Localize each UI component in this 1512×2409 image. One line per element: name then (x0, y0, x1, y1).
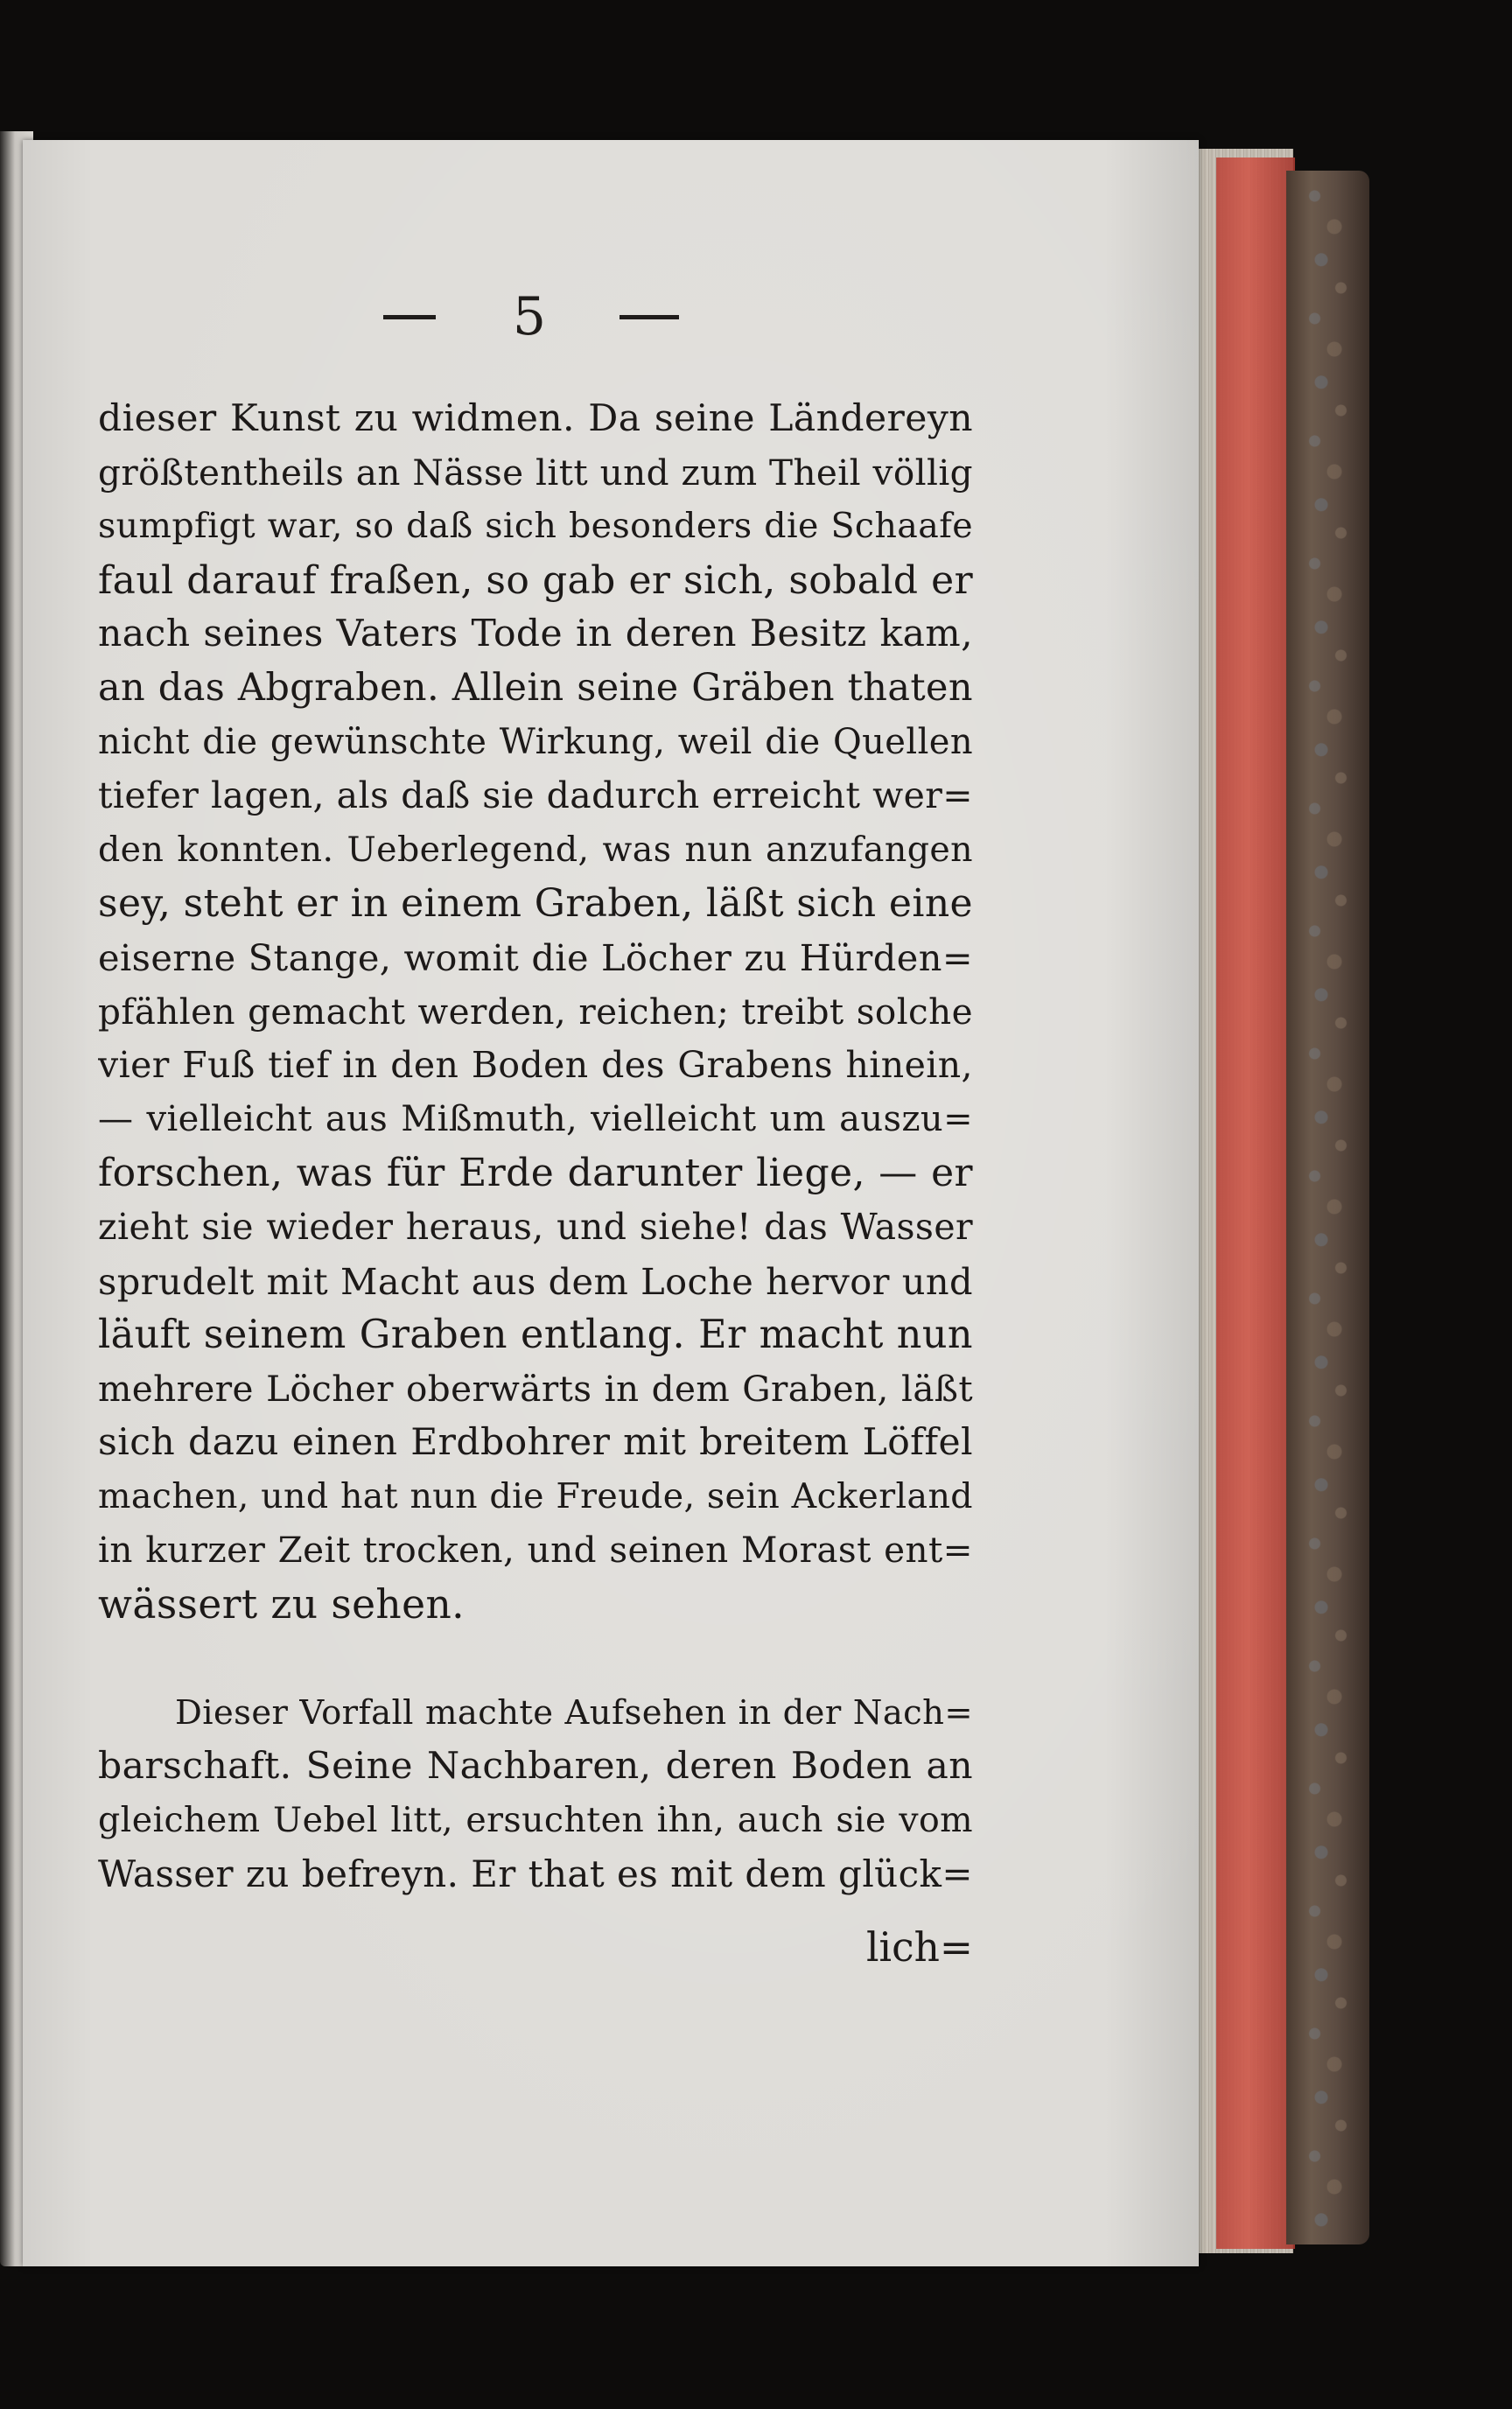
text-line: vier Fuß tief in den Boden des Grabens hinein, (98, 1044, 973, 1087)
text-line: sumpfigt war, so daß sich besonders die Schaafe (98, 506, 973, 547)
paragraph-gap (98, 1632, 973, 1686)
text-line: Dieser Vorfall machte Aufsehen in der Nach= (175, 1692, 973, 1733)
text-line: faul darauf fraßen, so gab er sich, sobald er (98, 557, 973, 603)
text-line: wässert zu sehen. (98, 1581, 466, 1628)
header-dash-right (620, 315, 679, 319)
red-page-edge (1216, 158, 1295, 2249)
catchword: lich= (865, 1924, 973, 1971)
text-line: Wasser zu befreyn. Er that es mit dem glück= (98, 1852, 973, 1896)
text-line: gleichem Uebel litt, ersuchten ihn, auch sie vom (98, 1799, 973, 1840)
text-line: eiserne Stange, womit die Löcher zu Hürden= (98, 935, 973, 979)
text-line: tiefer lagen, als daß sie dadurch erreicht wer= (98, 774, 973, 817)
text-line: dieser Kunst zu widmen. Da seine Ländereyn (98, 397, 973, 440)
text-line: sprudelt mit Macht aus dem Loche hervor und (98, 1259, 973, 1303)
text-line: sich dazu einen Erdbohrer mit breitem Löffel (98, 1421, 973, 1465)
text-line: zieht sie wieder heraus, und siehe! das Wasser (98, 1205, 973, 1248)
page-header (0, 282, 1512, 352)
marbled-cover-texture (1295, 184, 1361, 2231)
text-line: nach seines Vaters Tode in deren Besitz kam, (98, 613, 973, 656)
text-line: läuft seinem Graben entlang. Er macht nun (98, 1313, 973, 1358)
text-line: forschen, was für Erde darunter liege, — er (98, 1151, 973, 1196)
text-line: — vielleicht aus Mißmuth, vielleicht um auszu= (98, 1098, 973, 1139)
text-line: größtentheils an Nässe litt und zum Theil völlig (98, 451, 973, 494)
text-line: barschaft. Seine Nachbaren, deren Boden an (98, 1745, 973, 1789)
text-line: mehrere Löcher oberwärts in dem Graben, läßt (98, 1367, 973, 1410)
text-line: in kurzer Zeit trocken, und seinen Morast ent= (98, 1529, 973, 1572)
text-line: den konnten. Ueberlegend, was nun anzufangen (98, 829, 973, 870)
text-line: an das Abgraben. Allein seine Gräben thaten (98, 665, 973, 710)
text-line: pfählen gemacht werden, reichen; treibt solche (98, 990, 973, 1033)
body-text (98, 392, 973, 1901)
text-line: sey, steht er in einem Graben, läßt sich eine (98, 881, 973, 927)
page-number: 5 (512, 286, 547, 347)
header-dash-left (383, 315, 436, 319)
text-line: nicht die gewünschte Wirkung, weil die Quellen (98, 721, 973, 762)
text-line: machen, und hat nun die Freude, sein Ackerland (98, 1475, 973, 1516)
